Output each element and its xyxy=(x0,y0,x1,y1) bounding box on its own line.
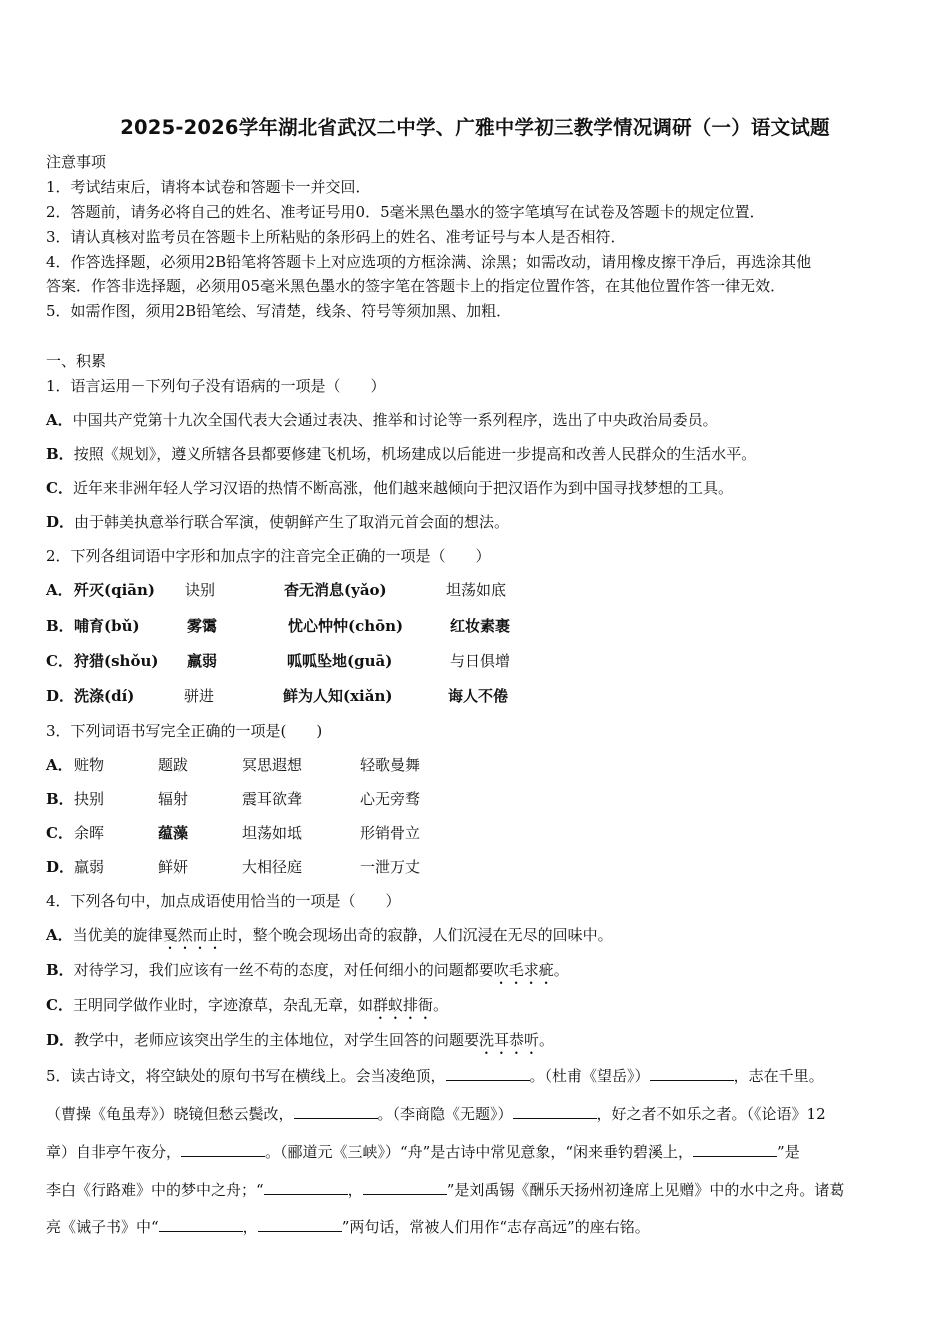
option-text: 由于韩美执意举行联合军演，使朝鲜产生了取消元首会面的想法。 xyxy=(74,513,510,531)
q5-text: ”是刘禹锡《酬乐天扬州初逢席上见赠》中的水中之舟。诸葛 xyxy=(446,1181,845,1199)
option-letter: A． xyxy=(46,756,73,774)
option-word: 蕴藻 xyxy=(158,824,189,842)
dotted-idiom: 戛然而止 xyxy=(162,926,223,944)
option-letter: B． xyxy=(46,961,74,979)
option-text: 中国共产党第十九次全国代表大会通过表决、推举和讨论等一系列程序，选出了中央政治局委员。 xyxy=(72,411,718,429)
option-letter: B． xyxy=(46,445,74,463)
option-letter: A． xyxy=(46,926,73,944)
option-word: 呱呱坠地(guā) xyxy=(287,652,393,670)
answer-blank[interactable] xyxy=(258,1217,342,1232)
q5-text: ， xyxy=(242,1218,258,1236)
option-word: 余晖 xyxy=(74,824,105,842)
q3-option-b xyxy=(46,789,906,809)
q4-option-d xyxy=(46,1030,554,1058)
question-4-stem: 4．下列各句中，加点成语使用恰当的一项是（ ） xyxy=(46,892,401,910)
question-3-stem: 3．下列词语书写完全正确的一项是( ) xyxy=(46,722,323,740)
q5-text: 亮《诫子书》中“ xyxy=(46,1218,159,1236)
q5-text: ”两句话，常被人们用作“志存高远”的座右铭。 xyxy=(341,1218,650,1236)
question-5-line xyxy=(46,1104,826,1124)
option-word: 鲜为人知(xiǎn) xyxy=(283,687,393,705)
notice-item: 答案．作答非选择题，必须用05毫米黑色墨水的签字笔在答题卡上的指定位置作答，在其他位置作答一律无效． xyxy=(46,277,786,295)
option-word: 羸弱 xyxy=(187,652,218,670)
option-letter: D． xyxy=(46,687,75,705)
option-word: 忧心忡忡(chōn) xyxy=(288,617,404,635)
q3-option-d xyxy=(46,857,906,877)
q5-text: 。（李商隐《无题》） xyxy=(377,1105,513,1123)
option-word: 大相径庭 xyxy=(242,858,303,876)
option-text: 近年来非洲年轻人学习汉语的热情不断高涨，他们越来越倾向于把汉语作为到中国寻找梦想的工具。 xyxy=(72,479,733,497)
option-letter: D． xyxy=(46,513,75,531)
option-word: 坦荡如坻 xyxy=(242,824,303,842)
q3-option-c xyxy=(46,823,906,843)
q2-option-d xyxy=(46,686,906,706)
option-word: 骈进 xyxy=(184,687,215,705)
option-text: 。 xyxy=(553,961,569,979)
option-text: 当优美的旋律 xyxy=(72,926,163,944)
option-word: 鲜妍 xyxy=(158,858,189,876)
question-5-line xyxy=(46,1217,650,1237)
option-text: 王明同学做作业时，字迹潦草，杂乱无章，如 xyxy=(72,996,373,1014)
answer-blank[interactable] xyxy=(693,1142,777,1157)
option-word: 形销骨立 xyxy=(360,824,421,842)
page-title: 2025-2026学年湖北省武汉二中学、广雅中学初三教学情况调研（一）语文试题 xyxy=(120,116,830,139)
option-text: 对待学习，我们应该有一丝不苟的态度，对任何细小的问题都要 xyxy=(73,961,494,979)
q5-text: 。（杜甫《望岳》） xyxy=(529,1067,650,1085)
option-letter: D． xyxy=(46,1031,75,1049)
notice-item: 5．如需作图，须用2B铅笔绘、写清楚，线条、符号等须加黑、加粗． xyxy=(46,302,512,320)
q5-text: 。（郦道元《三峡》）“舟”是古诗中常见意象，“闲来垂钓碧溪上， xyxy=(265,1143,694,1161)
q2-option-c xyxy=(46,651,906,671)
q2-option-b xyxy=(46,616,906,636)
notice-item: 1．考试结束后，请将本试卷和答题卡一并交回． xyxy=(46,178,371,196)
answer-blank[interactable] xyxy=(446,1066,530,1081)
option-word: 狩猎(shǒu) xyxy=(74,652,159,670)
option-word: 雾霭 xyxy=(187,617,218,635)
q2-option-a xyxy=(46,580,906,600)
q5-text: 李白《行路难》中的梦中之舟；“ xyxy=(46,1181,264,1199)
option-word: 题跋 xyxy=(158,756,189,774)
option-word: 哺育(bǔ) xyxy=(74,617,140,635)
question-1-stem: 1．语言运用－下列句子没有语病的一项是（ ） xyxy=(46,377,386,395)
dotted-idiom: 群蚁排衙 xyxy=(372,996,433,1014)
notice-item: 2．答题前，请务必将自己的姓名、准考证号用0．5毫米黑色墨水的签字笔填写在试卷及答题卡的规定位置． xyxy=(46,203,765,221)
q5-text: （曹操《龟虽寿》）晓镜但愁云鬓改， xyxy=(46,1105,294,1123)
option-text: 教学中，老师应该突出学生的主体地位，对学生回答的问题要 xyxy=(74,1031,480,1049)
dotted-idiom: 洗耳恭听 xyxy=(479,1031,540,1049)
answer-blank[interactable] xyxy=(159,1217,243,1232)
option-letter: A． xyxy=(46,581,73,599)
q4-option-b xyxy=(46,960,569,988)
option-word: 辐射 xyxy=(158,790,189,808)
option-word: 坦荡如底 xyxy=(446,581,507,599)
q5-text: ，志在千里。 xyxy=(733,1067,824,1085)
dotted-idiom: 吹毛求疵 xyxy=(493,961,554,979)
option-word: 杳无消息(yǎo) xyxy=(284,581,387,599)
option-letter: C． xyxy=(46,824,73,842)
q5-text: 章）自非亭午夜分， xyxy=(46,1143,182,1161)
answer-blank[interactable] xyxy=(650,1066,734,1081)
option-text: 按照《规划》，遵义所辖各县都要修建飞机场，机场建成以后能进一步提高和改善人民群众的生活水平。 xyxy=(73,445,757,463)
section-heading: 一、积累 xyxy=(46,352,107,370)
option-word: 诀别 xyxy=(185,581,216,599)
option-word: 轻歌曼舞 xyxy=(360,756,421,774)
option-text: 。 xyxy=(432,996,448,1014)
option-word: 一泄万丈 xyxy=(360,858,421,876)
option-word: 冥思遐想 xyxy=(242,756,303,774)
answer-blank[interactable] xyxy=(181,1142,265,1157)
q3-option-a xyxy=(46,755,906,775)
q4-option-c xyxy=(46,995,448,1023)
q1-option-d xyxy=(46,512,509,532)
q5-text: ，好之者不如乐之者。（《论语》12 xyxy=(596,1105,826,1123)
option-text: 时，整个晚会现场出奇的寂静，人们沉浸在无尽的回味中。 xyxy=(222,926,613,944)
question-5-line xyxy=(46,1066,824,1086)
option-text: 。 xyxy=(539,1031,555,1049)
option-letter: C． xyxy=(46,652,73,670)
option-word: 诲人不倦 xyxy=(448,687,509,705)
q4-option-a xyxy=(46,925,613,953)
notice-heading: 注意事项 xyxy=(46,153,107,171)
option-word: 赃物 xyxy=(74,756,105,774)
answer-blank[interactable] xyxy=(513,1104,597,1119)
option-word: 羸弱 xyxy=(74,858,105,876)
answer-blank[interactable] xyxy=(363,1180,447,1195)
option-letter: D． xyxy=(46,858,75,876)
notice-item: 4．作答选择题，必须用2B铅笔将答题卡上对应选项的方框涂满、涂黑；如需改动，请用橡皮擦干净后，再选涂其他 xyxy=(46,253,812,271)
q5-text: ， xyxy=(347,1181,363,1199)
question-5-line xyxy=(46,1142,800,1162)
answer-blank[interactable] xyxy=(294,1104,378,1119)
option-letter: B． xyxy=(46,790,74,808)
option-word: 歼灭(qiān) xyxy=(74,581,156,599)
option-word: 洗涤(dí) xyxy=(74,687,135,705)
option-letter: C． xyxy=(46,479,73,497)
question-5-line xyxy=(46,1180,844,1200)
q5-text: 5．读古诗文，将空缺处的原句书写在横线上。会当凌绝顶， xyxy=(46,1067,446,1085)
option-letter: A． xyxy=(46,411,73,429)
notice-item: 3．请认真核对监考员在答题卡上所粘贴的条形码上的姓名、准考证号与本人是否相符． xyxy=(46,228,626,246)
option-word: 抉别 xyxy=(74,790,105,808)
option-word: 与日俱增 xyxy=(450,652,511,670)
answer-blank[interactable] xyxy=(264,1180,348,1195)
option-word: 红妆素裹 xyxy=(450,617,511,635)
option-word: 心无旁骛 xyxy=(360,790,421,808)
option-word: 震耳欲聋 xyxy=(242,790,303,808)
q5-text: ”是 xyxy=(777,1143,800,1161)
question-2-stem: 2．下列各组词语中字形和加点字的注音完全正确的一项是（ ） xyxy=(46,547,491,565)
q1-option-b xyxy=(46,444,756,464)
option-letter: B． xyxy=(46,617,74,635)
q1-option-a xyxy=(46,410,718,430)
option-letter: C． xyxy=(46,996,73,1014)
q1-option-c xyxy=(46,478,733,498)
